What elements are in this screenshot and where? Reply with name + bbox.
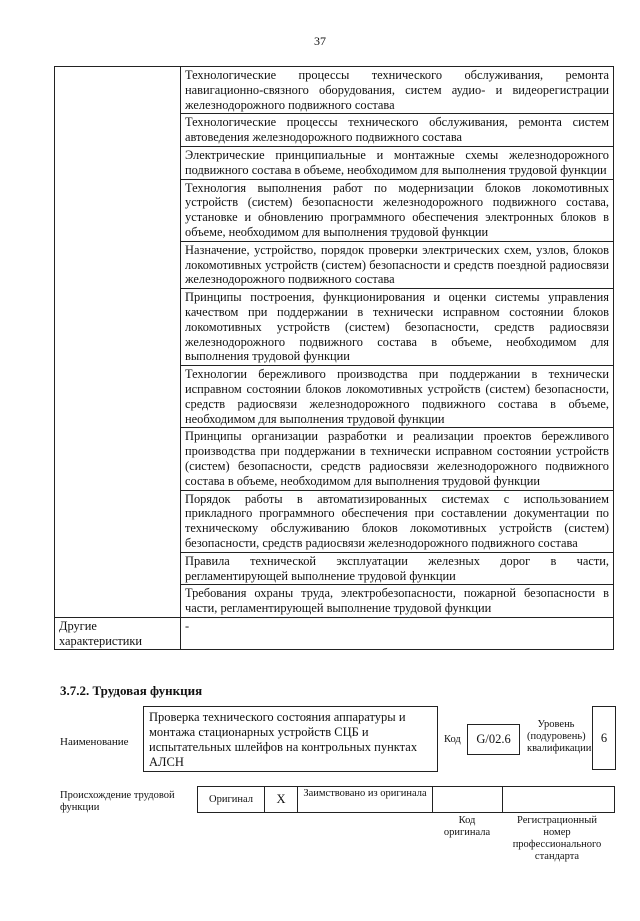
knowledge-item: Технология выполнения работ по модернизации блоков локомотивных устройств (систем) безопасности железнодорожного подвижного состава, установке и обновлению программного обеспечения электронных блоков в объеме, необходимом для выполнения трудовой функции [181,179,614,241]
knowledge-item: Требования охраны труда, электробезопасности, пожарной безопасности в части, регламентирующей выполнение трудовой функции [181,585,614,618]
registration-number-cell [503,787,614,812]
knowledge-label-cell [55,67,181,618]
original-mark: X [265,787,298,812]
level-value: 6 [600,731,608,745]
table-row [55,67,614,114]
knowledge-item: Электрические принципиальные и монтажные схемы железнодорожного подвижного состава в объеме, необходимом для выполнения трудовой функции [181,146,614,179]
origin-row [197,786,615,813]
knowledge-item: Правила технической эксплуатации железных дорог в части, регламентирующей выполнение трудовой функции [181,552,614,585]
page-number: 37 [314,34,326,48]
other-characteristics-label: Другие характеристики [55,617,181,650]
original-code-cell [434,787,503,812]
knowledge-table [54,66,614,650]
borrowed-label: Заимствовано из оригинала [298,787,433,812]
other-characteristics-value: - [181,617,614,650]
code-box [467,724,520,755]
section-heading: 3.7.2. Трудовая функция [60,683,203,698]
function-name-box [143,706,438,772]
knowledge-item: Принципы построения, функционирования и оценки системы управления качеством при поддержании в технически исправном состоянии блоков локомотивных устройств (систем) безопасности, средств радиосвязи железнодорожного подвижного состава в объеме, необходимом для выполнения трудовой функции [181,289,614,366]
knowledge-item: Технологические процессы технического обслуживания, ремонта систем автоведения железнодорожного подвижного состава [181,114,614,147]
knowledge-item: Назначение, устройство, порядок проверки электрических схем, узлов, блоков локомотивных устройств (систем) безопасности и средств поездной радиосвязи железнодорожного подвижного состава [181,241,614,288]
knowledge-item: Порядок работы в автоматизированных системах с использованием прикладного программного обеспечения при составлении документации по техническому обслуживанию блоков локомотивных устройств (систем) безопасности, средств радиосвязи железнодорожного подвижного состава [181,490,614,552]
origin-label: Происхождение трудовой функции [60,790,175,813]
level-box [592,706,616,770]
level-label: Уровень (подуровень) квалификации [527,719,592,754]
knowledge-item: Принципы организации разработки и реализации проектов бережливого производства при поддержании в технически исправном состоянии устройств (систем) безопасности, средств радиосвязи железнодорожного подвижного состава в объеме, необходимом для выполнения трудовой функции [181,428,614,490]
code-caption: Код оригинала [443,815,491,838]
original-label: Оригинал [198,787,265,812]
reg-caption: Регистрационный номер профессионального стандарта [512,815,602,862]
knowledge-item: Технологические процессы технического обслуживания, ремонта навигационно-связного оборудования, систем аудио- и видеорегистрации железнодорожного подвижного состава [181,67,614,114]
table-row [55,617,614,650]
name-label: Наименование [60,736,129,748]
knowledge-item: Технологии бережливого производства при поддержании в технически исправном состоянии блоков локомотивных устройств (систем) безопасности, средств радиосвязи железнодорожного подвижного состава в объеме, необходимом для выполнения трудовой функции [181,366,614,428]
code-label: Код [444,734,461,745]
function-name: Проверка технического состояния аппаратуры и монтажа стационарных устройств СЦБ и испытательных шлейфов на контрольных пунктах АЛСН [149,710,418,769]
code-value: G/02.6 [476,732,511,746]
